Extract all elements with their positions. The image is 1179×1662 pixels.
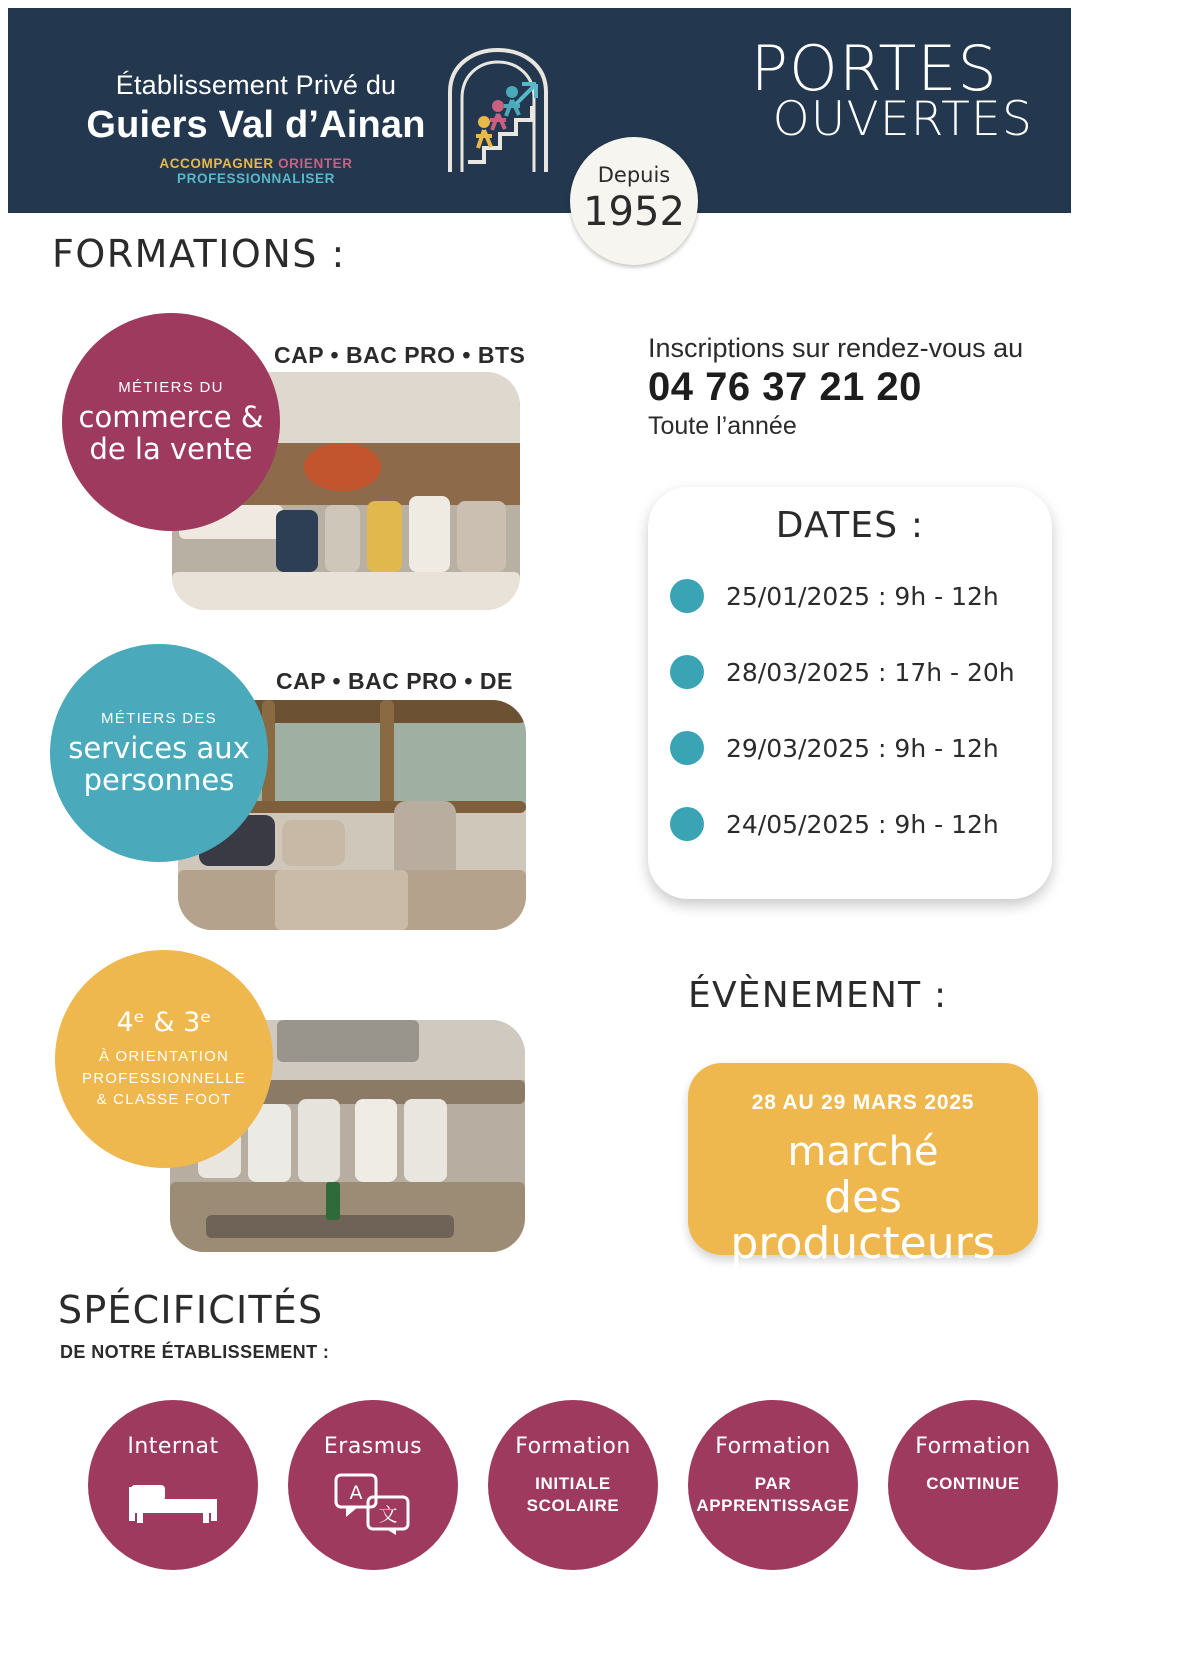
date-text: 25/01/2025 : 9h - 12h [726,581,999,611]
date-row [670,655,1015,689]
spec-formation-initiale-sub1: INITIALE [535,1474,611,1493]
date-bullet-icon [670,655,704,689]
formation-diplomas-services: CAP • BAC PRO • DE [276,668,513,694]
date-text: 28/03/2025 : 17h - 20h [726,657,1015,687]
spec-formation-continue-sub1: CONTINUE [926,1474,1020,1493]
event-name-line2: des producteurs [730,1172,996,1270]
event-date: 28 AU 29 MARS 2025 [751,1091,975,1114]
formation-circle-services-small: MÉTIERS DES [101,709,217,727]
formation-circle-services [50,644,268,862]
svg-text:文: 文 [378,1504,398,1526]
spec-formation-initiale-label: Formation [515,1434,631,1459]
spec-circle-internat [88,1400,258,1570]
formation-circle-commerce-small: MÉTIERS DU [118,378,224,396]
formation-circle-commerce-line1: commerce & [78,399,264,434]
specificites-title: SPÉCIFICITÉS [58,1288,324,1332]
spec-circle-erasmus [288,1400,458,1570]
establishment-name: Guiers Val d’Ainan [86,104,426,146]
depuis-badge [570,137,698,265]
establishment-tagline [86,156,426,186]
formation-circle-services-line2: personnes [83,763,235,797]
spec-circle-formation-apprentissage [688,1400,858,1570]
portes-line2: OUVERTES [772,91,1033,147]
formation-circle-commerce-line2: de la vente [89,432,253,466]
poster-header [8,8,1071,213]
translate-icon [334,1473,412,1540]
date-row [670,731,999,765]
spec-circle-formation-initiale [488,1400,658,1570]
formation-circle-4e3e [55,950,273,1168]
formation-circle-services-line1: services aux [68,730,250,765]
formation-circle-4e3e-line1: 4ᵉ & 3ᵉ [116,1006,212,1038]
tagline-word-professionnaliser: PROFESSIONNALISER [177,171,335,186]
depuis-year: 1952 [583,189,685,235]
date-bullet-icon [670,579,704,613]
bed-icon [127,1473,219,1532]
formation-circle-4e3e-sub1: À ORIENTATION [98,1047,230,1065]
spec-formation-apprentissage-label: Formation [715,1434,831,1459]
tagline-word-accompagner: ACCOMPAGNER [159,156,274,171]
date-row [670,579,999,613]
spec-erasmus-label: Erasmus [323,1434,423,1459]
inscriptions-label: Inscriptions sur rendez-vous au [648,333,1024,363]
spec-internat-label: Internat [127,1434,219,1459]
event-name-line1: marché [787,1129,939,1175]
event-card-marche-des-producteurs [688,1063,1038,1270]
date-text: 29/03/2025 : 9h - 12h [726,733,999,763]
formation-diplomas-commerce: CAP • BAC PRO • BTS [274,342,526,368]
depuis-label: Depuis [597,163,671,187]
dates-title: DATES : [775,505,925,546]
specificites-subtitle: DE NOTRE ÉTABLISSEMENT : [60,1342,330,1362]
formations-title: FORMATIONS : [52,232,346,276]
date-row [670,807,999,841]
establishment-block [86,70,426,186]
tagline-word-orienter: ORIENTER [278,156,353,171]
evenement-title: ÉVÈNEMENT : [688,975,948,1016]
date-bullet-icon [670,731,704,765]
spec-formation-continue-label: Formation [915,1434,1031,1459]
formation-circle-commerce [62,313,280,531]
date-text: 24/05/2025 : 9h - 12h [726,809,999,839]
formation-circle-4e3e-sub2: PROFESSIONNELLE [82,1069,246,1087]
portes-line1: PORTES [750,32,998,105]
svg-text:A: A [349,1482,363,1504]
date-bullet-icon [670,807,704,841]
spec-formation-apprentissage-sub1: PAR [754,1474,792,1493]
spec-circle-formation-continue [888,1400,1058,1570]
inscriptions-period: Toute l’année [648,412,797,440]
school-logo-icon [438,44,558,179]
dates-card [648,487,1052,899]
portes-ouvertes-title [750,32,1033,147]
inscriptions-phone[interactable]: 04 76 37 21 20 [648,365,922,409]
formation-circle-4e3e-sub3: & CLASSE FOOT [96,1091,232,1109]
spec-formation-apprentissage-sub2: APPRENTISSAGE [696,1496,850,1516]
establishment-line1: Établissement Privé du [115,70,397,100]
spec-formation-initiale-sub2: SCOLAIRE [526,1496,620,1516]
